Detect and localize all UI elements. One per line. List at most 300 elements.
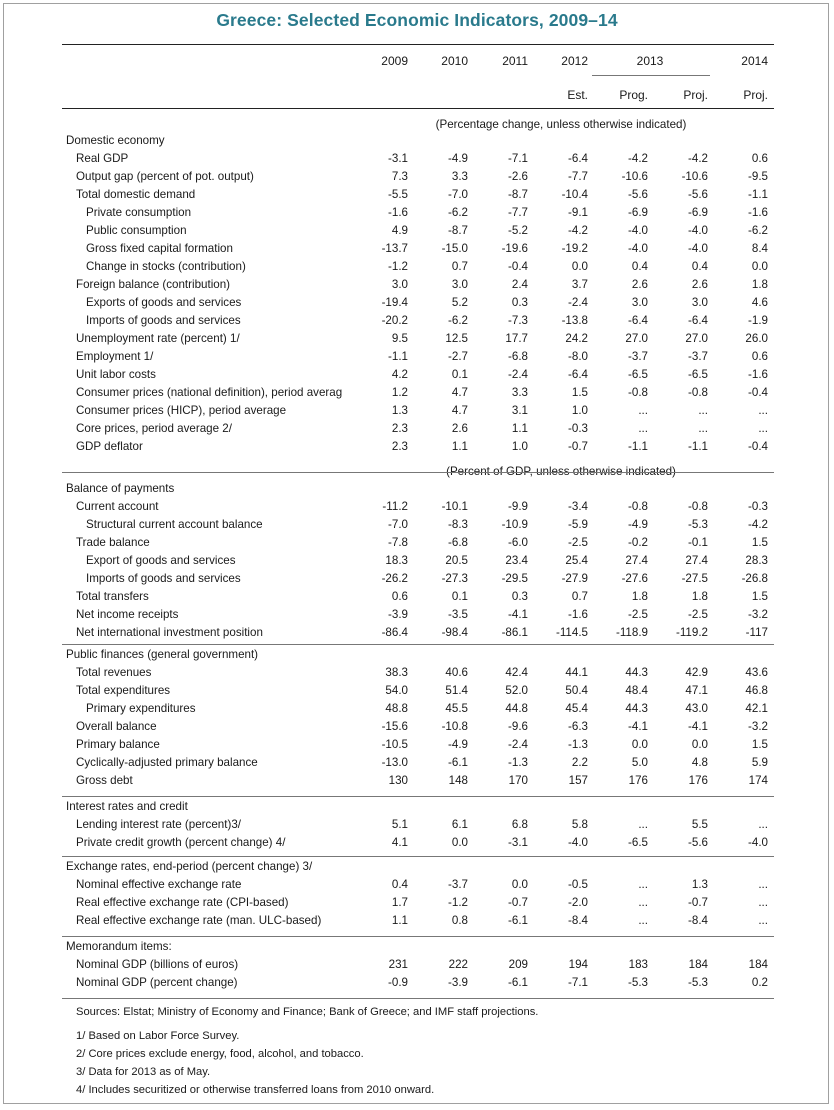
- cell-value: 148: [448, 774, 468, 787]
- cell-value: -118.9: [615, 626, 648, 639]
- cell-value: -8.7: [448, 224, 468, 237]
- section-rule: [62, 936, 774, 937]
- cell-value: 2.6: [631, 278, 648, 291]
- year-2011: 2011: [502, 54, 528, 68]
- cell-value: -2.6: [508, 170, 528, 183]
- cell-value: 0.3: [511, 590, 528, 603]
- row-label: Unemployment rate (percent) 1/: [76, 332, 240, 345]
- cell-value: -6.2: [448, 314, 468, 327]
- cell-value: -4.0: [628, 242, 648, 255]
- sources-note: Sources: Elstat; Ministry of Economy and Finance; Bank of Greece; and IMF staff projections.: [76, 1006, 539, 1018]
- cell-value: 45.5: [445, 702, 468, 715]
- section-note: (Percent of GDP, unless otherwise indicated): [446, 465, 676, 478]
- cell-value: -26.2: [381, 572, 408, 585]
- table-row: [0, 438, 834, 456]
- cell-value: ...: [638, 914, 648, 927]
- row-label: Gross debt: [76, 774, 133, 787]
- cell-value: 1.0: [571, 404, 588, 417]
- cell-value: -5.6: [688, 188, 708, 201]
- cell-value: 2.6: [691, 278, 708, 291]
- cell-value: 5.2: [451, 296, 468, 309]
- row-label: Lending interest rate (percent)3/: [76, 818, 241, 831]
- cell-value: -6.4: [568, 152, 588, 165]
- cell-value: 27.4: [685, 554, 708, 567]
- row-label: Export of goods and services: [86, 554, 236, 567]
- cell-value: -0.8: [628, 500, 648, 513]
- cell-value: -1.1: [688, 440, 708, 453]
- cell-value: 44.3: [625, 702, 648, 715]
- cell-value: 0.0: [631, 738, 648, 751]
- table-row: [0, 664, 834, 682]
- cell-value: 3.0: [691, 296, 708, 309]
- table-row: [0, 204, 834, 222]
- cell-value: ...: [758, 914, 768, 927]
- row-label: Total expenditures: [76, 684, 171, 697]
- table-row: [0, 754, 834, 772]
- cell-value: 0.8: [451, 914, 468, 927]
- table-row: [0, 516, 834, 534]
- cell-value: 17.7: [505, 332, 528, 345]
- cell-value: -7.0: [448, 188, 468, 201]
- cell-value: -4.2: [628, 152, 648, 165]
- row-label: Consumer prices (HICP), period average: [76, 404, 287, 417]
- cell-value: 170: [508, 774, 528, 787]
- cell-value: 42.4: [505, 666, 528, 679]
- row-label: Net international investment position: [76, 626, 263, 639]
- row-label: Output gap (percent of pot. output): [76, 170, 254, 183]
- row-label: Net income receipts: [76, 608, 179, 621]
- cell-value: 1.5: [751, 536, 768, 549]
- row-label: Core prices, period average 2/: [76, 422, 232, 435]
- cell-value: 28.3: [745, 554, 768, 567]
- cell-value: -10.4: [561, 188, 588, 201]
- row-label: Overall balance: [76, 720, 157, 733]
- table-row: [0, 912, 834, 930]
- cell-value: ...: [698, 422, 708, 435]
- cell-value: 2.2: [571, 756, 588, 769]
- cell-value: -4.2: [568, 224, 588, 237]
- cell-value: -0.7: [568, 440, 588, 453]
- row-label: Real effective exchange rate (man. ULC-based): [76, 914, 322, 927]
- cell-value: ...: [758, 422, 768, 435]
- cell-value: 7.3: [391, 170, 408, 183]
- cell-value: 5.1: [391, 818, 408, 831]
- cell-value: -20.2: [381, 314, 408, 327]
- cell-value: 20.5: [445, 554, 468, 567]
- cell-value: 52.0: [505, 684, 528, 697]
- cell-value: -1.2: [388, 260, 408, 273]
- cell-value: 44.8: [505, 702, 528, 715]
- cell-value: -4.0: [688, 242, 708, 255]
- cell-value: -10.1: [441, 500, 468, 513]
- table-row: [0, 312, 834, 330]
- cell-value: ...: [698, 404, 708, 417]
- cell-value: -3.7: [628, 350, 648, 363]
- cell-value: -7.1: [508, 152, 528, 165]
- cell-value: -3.5: [448, 608, 468, 621]
- cell-value: -6.2: [748, 224, 768, 237]
- cell-value: 0.3: [511, 296, 528, 309]
- cell-value: 42.9: [685, 666, 708, 679]
- cell-value: -1.1: [748, 188, 768, 201]
- table-row: [0, 552, 834, 570]
- cell-value: ...: [638, 896, 648, 909]
- cell-value: 0.2: [751, 976, 768, 989]
- cell-value: -2.4: [508, 368, 528, 381]
- header-rule: [62, 108, 774, 109]
- cell-value: ...: [638, 422, 648, 435]
- cell-value: ...: [758, 896, 768, 909]
- cell-value: -4.1: [508, 608, 528, 621]
- cell-value: -15.6: [381, 720, 408, 733]
- table-row: [0, 718, 834, 736]
- cell-value: 1.8: [751, 278, 768, 291]
- cell-value: -10.6: [621, 170, 648, 183]
- rule-2013: [592, 75, 710, 76]
- cell-value: 6.8: [511, 818, 528, 831]
- cell-value: -1.3: [508, 756, 528, 769]
- cell-value: -0.7: [688, 896, 708, 909]
- cell-value: 5.9: [751, 756, 768, 769]
- cell-value: -27.3: [441, 572, 468, 585]
- cell-value: -6.4: [568, 368, 588, 381]
- table-row: [0, 330, 834, 348]
- cell-value: -1.6: [748, 368, 768, 381]
- cell-value: -19.2: [561, 242, 588, 255]
- cell-value: ...: [758, 404, 768, 417]
- sub-2012: Est.: [567, 88, 588, 102]
- cell-value: -0.7: [508, 896, 528, 909]
- cell-value: -4.9: [448, 738, 468, 751]
- row-label: Public consumption: [86, 224, 187, 237]
- cell-value: -6.2: [448, 206, 468, 219]
- cell-value: 4.6: [751, 296, 768, 309]
- cell-value: 48.8: [385, 702, 408, 715]
- cell-value: 184: [688, 958, 708, 971]
- cell-value: 1.1: [451, 440, 468, 453]
- cell-value: -8.0: [568, 350, 588, 363]
- cell-value: -0.5: [568, 878, 588, 891]
- cell-value: 3.0: [631, 296, 648, 309]
- cell-value: -4.0: [688, 224, 708, 237]
- row-label: Unit labor costs: [76, 368, 156, 381]
- cell-value: 25.4: [565, 554, 588, 567]
- cell-value: -13.0: [381, 756, 408, 769]
- cell-value: -6.0: [508, 536, 528, 549]
- table-row: [0, 366, 834, 384]
- cell-value: -0.4: [748, 386, 768, 399]
- cell-value: -10.8: [441, 720, 468, 733]
- cell-value: 1.5: [571, 386, 588, 399]
- cell-value: -2.5: [688, 608, 708, 621]
- cell-value: 4.9: [391, 224, 408, 237]
- table-row: [0, 894, 834, 912]
- footnote: 1/ Based on Labor Force Survey.: [76, 1030, 240, 1042]
- cell-value: -15.0: [441, 242, 468, 255]
- cell-value: -5.3: [628, 976, 648, 989]
- row-label: Primary balance: [76, 738, 160, 751]
- section-rule: [62, 998, 774, 999]
- row-label: Nominal GDP (billions of euros): [76, 958, 239, 971]
- cell-value: 0.0: [571, 260, 588, 273]
- cell-value: -10.6: [681, 170, 708, 183]
- section-rule: [62, 796, 774, 797]
- cell-value: -3.9: [448, 976, 468, 989]
- row-label: Current account: [76, 500, 159, 513]
- cell-value: 51.4: [445, 684, 468, 697]
- cell-value: 54.0: [385, 684, 408, 697]
- cell-value: -8.4: [568, 914, 588, 927]
- cell-value: -117: [745, 626, 768, 639]
- table-row: [0, 588, 834, 606]
- cell-value: -5.6: [688, 836, 708, 849]
- cell-value: 44.3: [625, 666, 648, 679]
- cell-value: -6.1: [508, 914, 528, 927]
- footnote: 3/ Data for 2013 as of May.: [76, 1066, 211, 1078]
- cell-value: -13.8: [561, 314, 588, 327]
- cell-value: 48.4: [625, 684, 648, 697]
- cell-value: 46.8: [745, 684, 768, 697]
- cell-value: ...: [758, 878, 768, 891]
- cell-value: 1.3: [391, 404, 408, 417]
- cell-value: -1.1: [628, 440, 648, 453]
- cell-value: -29.5: [501, 572, 528, 585]
- cell-value: 1.8: [631, 590, 648, 603]
- table-row: [0, 294, 834, 312]
- cell-value: -1.3: [568, 738, 588, 751]
- cell-value: -4.2: [748, 518, 768, 531]
- cell-value: 3.1: [511, 404, 528, 417]
- cell-value: -0.3: [748, 500, 768, 513]
- cell-value: -4.9: [628, 518, 648, 531]
- cell-value: -3.2: [748, 608, 768, 621]
- cell-value: -2.7: [448, 350, 468, 363]
- cell-value: -4.0: [568, 836, 588, 849]
- table-row: [0, 420, 834, 438]
- section-title: Exchange rates, end-period (percent change) 3/: [66, 860, 313, 873]
- cell-value: -6.4: [688, 314, 708, 327]
- cell-value: 1.3: [691, 878, 708, 891]
- table-title: Greece: Selected Economic Indicators, 2009–14: [216, 10, 618, 30]
- cell-value: 42.1: [745, 702, 768, 715]
- cell-value: 12.5: [445, 332, 468, 345]
- cell-value: ...: [638, 404, 648, 417]
- cell-value: -7.1: [568, 976, 588, 989]
- cell-value: -6.1: [508, 976, 528, 989]
- table-row: [0, 534, 834, 552]
- cell-value: 45.4: [565, 702, 588, 715]
- cell-value: 43.0: [685, 702, 708, 715]
- cell-value: 43.6: [745, 666, 768, 679]
- cell-value: -9.6: [508, 720, 528, 733]
- cell-value: -5.6: [628, 188, 648, 201]
- cell-value: -2.5: [628, 608, 648, 621]
- cell-value: 0.1: [451, 368, 468, 381]
- cell-value: -4.1: [688, 720, 708, 733]
- cell-value: -6.9: [628, 206, 648, 219]
- row-label: Total transfers: [76, 590, 149, 603]
- cell-value: -1.6: [388, 206, 408, 219]
- cell-value: 5.0: [631, 756, 648, 769]
- cell-value: 5.8: [571, 818, 588, 831]
- row-label: Gross fixed capital formation: [86, 242, 233, 255]
- cell-value: 1.7: [391, 896, 408, 909]
- cell-value: -114.5: [555, 626, 588, 639]
- table-row: [0, 974, 834, 992]
- cell-value: -7.8: [388, 536, 408, 549]
- cell-value: 50.4: [565, 684, 588, 697]
- cell-value: 194: [568, 958, 588, 971]
- row-label: Consumer prices (national definition), period averag: [76, 386, 343, 399]
- cell-value: -5.2: [508, 224, 528, 237]
- cell-value: 4.8: [691, 756, 708, 769]
- cell-value: 0.0: [691, 738, 708, 751]
- section-title: Domestic economy: [66, 134, 165, 147]
- cell-value: 0.0: [751, 260, 768, 273]
- cell-value: -98.4: [441, 626, 468, 639]
- cell-value: -9.1: [568, 206, 588, 219]
- cell-value: 3.7: [571, 278, 588, 291]
- cell-value: 0.4: [391, 878, 408, 891]
- section-note: (Percentage change, unless otherwise indicated): [435, 118, 687, 131]
- cell-value: -3.7: [688, 350, 708, 363]
- cell-value: 209: [508, 958, 528, 971]
- cell-value: -27.9: [561, 572, 588, 585]
- cell-value: -4.0: [628, 224, 648, 237]
- row-label: Nominal GDP (percent change): [76, 976, 238, 989]
- cell-value: 0.0: [451, 836, 468, 849]
- cell-value: 176: [628, 774, 648, 787]
- cell-value: -0.8: [628, 386, 648, 399]
- cell-value: 4.1: [391, 836, 408, 849]
- row-label: Exports of goods and services: [86, 296, 242, 309]
- cell-value: 6.1: [451, 818, 468, 831]
- table-row: [0, 682, 834, 700]
- cell-value: 1.5: [751, 738, 768, 751]
- cell-value: 4.7: [451, 404, 468, 417]
- cell-value: 183: [628, 958, 648, 971]
- cell-value: -2.4: [568, 296, 588, 309]
- cell-value: 231: [388, 958, 408, 971]
- cell-value: 27.0: [685, 332, 708, 345]
- cell-value: 0.6: [751, 350, 768, 363]
- cell-value: 3.0: [451, 278, 468, 291]
- cell-value: -6.4: [628, 314, 648, 327]
- cell-value: -6.8: [508, 350, 528, 363]
- cell-value: -2.5: [568, 536, 588, 549]
- cell-value: -0.4: [508, 260, 528, 273]
- row-label: Total revenues: [76, 666, 152, 679]
- cell-value: 2.6: [451, 422, 468, 435]
- cell-value: 0.0: [511, 878, 528, 891]
- cell-value: -4.1: [628, 720, 648, 733]
- cell-value: 1.1: [511, 422, 528, 435]
- cell-value: -6.1: [448, 756, 468, 769]
- cell-value: 26.0: [745, 332, 768, 345]
- row-label: Real GDP: [76, 152, 129, 165]
- cell-value: -3.4: [568, 500, 588, 513]
- section-title: Balance of payments: [66, 482, 175, 495]
- row-label: Change in stocks (contribution): [86, 260, 246, 273]
- year-2013: 2013: [636, 54, 664, 68]
- cell-value: 2.3: [391, 422, 408, 435]
- cell-value: -0.1: [688, 536, 708, 549]
- row-label: Trade balance: [76, 536, 150, 549]
- cell-value: -0.3: [568, 422, 588, 435]
- cell-value: 1.1: [391, 914, 408, 927]
- year-2014: 2014: [741, 54, 768, 68]
- table-row: [0, 816, 834, 834]
- table-row: [0, 772, 834, 790]
- section-rule: [62, 644, 774, 645]
- cell-value: 1.5: [751, 590, 768, 603]
- cell-value: -7.7: [568, 170, 588, 183]
- cell-value: -27.5: [681, 572, 708, 585]
- cell-value: 0.1: [451, 590, 468, 603]
- cell-value: 3.3: [511, 386, 528, 399]
- row-label: Total domestic demand: [76, 188, 196, 201]
- cell-value: -0.4: [748, 440, 768, 453]
- cell-value: 0.4: [631, 260, 648, 273]
- cell-value: -119.2: [675, 626, 708, 639]
- cell-value: 27.4: [625, 554, 648, 567]
- row-label: Foreign balance (contribution): [76, 278, 231, 291]
- cell-value: -0.9: [388, 976, 408, 989]
- cell-value: -7.7: [508, 206, 528, 219]
- cell-value: 0.7: [451, 260, 468, 273]
- cell-value: 176: [688, 774, 708, 787]
- cell-value: -5.5: [388, 188, 408, 201]
- cell-value: 157: [568, 774, 588, 787]
- cell-value: 184: [748, 958, 768, 971]
- cell-value: -13.7: [381, 242, 408, 255]
- cell-value: -19.4: [381, 296, 408, 309]
- table-row: [0, 348, 834, 366]
- cell-value: -6.5: [628, 368, 648, 381]
- cell-value: -1.2: [448, 896, 468, 909]
- row-label: Imports of goods and services: [86, 572, 241, 585]
- cell-value: 0.7: [571, 590, 588, 603]
- cell-value: 44.1: [565, 666, 588, 679]
- table-row: [0, 956, 834, 974]
- table-row: [0, 876, 834, 894]
- table-row: [0, 402, 834, 420]
- cell-value: 174: [748, 774, 768, 787]
- row-label: Employment 1/: [76, 350, 154, 363]
- row-label: Real effective exchange rate (CPI-based): [76, 896, 289, 909]
- cell-value: -10.5: [381, 738, 408, 751]
- cell-value: 24.2: [565, 332, 588, 345]
- cell-value: 1.8: [691, 590, 708, 603]
- cell-value: -10.9: [501, 518, 528, 531]
- cell-value: 9.5: [391, 332, 408, 345]
- cell-value: 2.3: [391, 440, 408, 453]
- cell-value: -1.6: [568, 608, 588, 621]
- year-2009: 2009: [381, 54, 408, 68]
- cell-value: -6.8: [448, 536, 468, 549]
- cell-value: -5.3: [688, 976, 708, 989]
- table-row: [0, 834, 834, 852]
- cell-value: 0.6: [751, 152, 768, 165]
- table-row: [0, 498, 834, 516]
- table-row: [0, 186, 834, 204]
- cell-value: -9.5: [748, 170, 768, 183]
- table-row: [0, 384, 834, 402]
- section-title: Interest rates and credit: [66, 800, 188, 813]
- footnote: 4/ Includes securitized or otherwise transferred loans from 2010 onward.: [76, 1084, 435, 1096]
- cell-value: -4.9: [448, 152, 468, 165]
- cell-value: 3.3: [451, 170, 468, 183]
